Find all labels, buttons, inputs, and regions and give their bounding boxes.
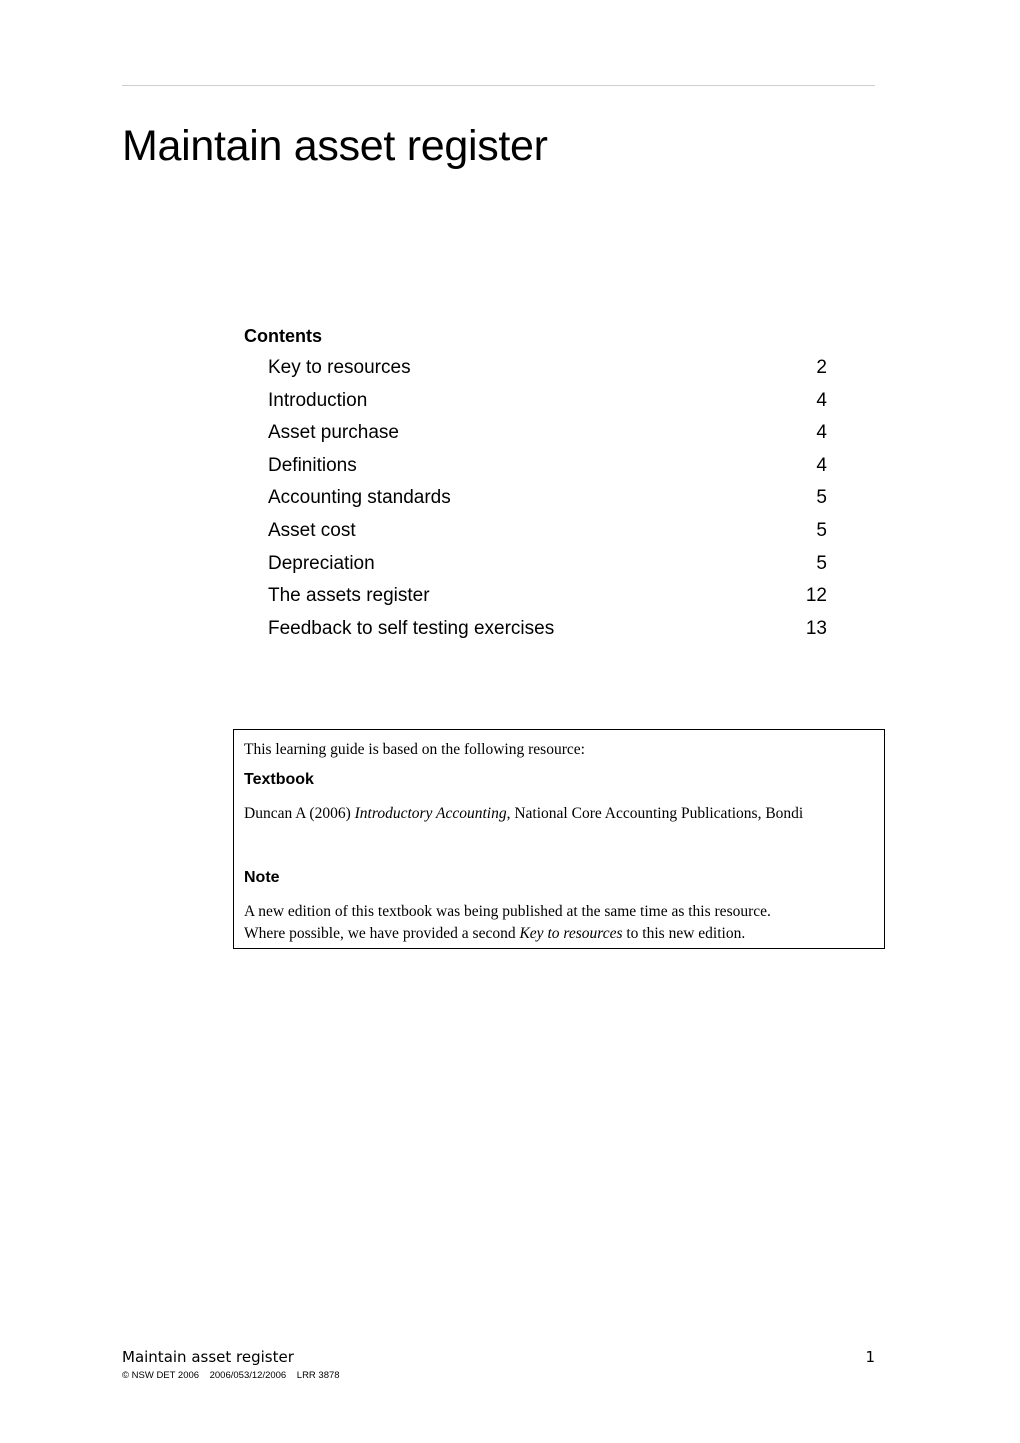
footer-lrr: LRR 3878 (296, 1370, 340, 1381)
toc-item-page: 13 (805, 617, 827, 639)
toc-item-page: 4 (816, 389, 827, 411)
note-heading: Note (244, 869, 280, 886)
toc-item-depreciation[interactable] (244, 553, 829, 586)
note-line-2-end: to this new edition. (622, 925, 746, 942)
note-line-1: A new edition of this textbook was being published at the same time as this resource. (244, 903, 771, 920)
toc-item-page: 5 (816, 552, 827, 574)
toc-item-page: 4 (816, 454, 827, 476)
contents-heading: Contents (244, 326, 322, 346)
toc-item-page: 5 (816, 519, 827, 541)
toc-list (244, 357, 829, 650)
toc-item-page: 12 (805, 585, 827, 607)
toc-item-asset-cost[interactable] (244, 520, 829, 553)
toc-item-page: 5 (816, 487, 827, 509)
footer-page-number: 1 (865, 1348, 875, 1366)
toc-item-label: Asset purchase (268, 422, 399, 444)
footer-copyright: © NSW DET 2006 (122, 1370, 200, 1381)
note-line-2-emphasis: Key to resources (519, 925, 623, 942)
toc-item-asset-purchase[interactable] (244, 422, 829, 455)
toc-item-label: Introduction (268, 389, 368, 411)
toc-item-accounting-standards[interactable] (244, 487, 829, 520)
toc-item-label: Asset cost (268, 519, 356, 541)
note-text (244, 901, 874, 945)
toc-item-label: Feedback to self testing exercises (268, 617, 555, 639)
resource-info-box (233, 729, 885, 949)
textbook-citation (244, 803, 874, 825)
note-line-2-start: Where possible, we have provided a second (244, 925, 520, 942)
toc-item-page: 4 (816, 422, 827, 444)
toc-item-label: Definitions (268, 454, 357, 476)
resource-intro: This learning guide is based on the following resource: (244, 741, 585, 758)
toc-item-page: 2 (816, 357, 827, 378)
footer-title: Maintain asset register (122, 1348, 294, 1366)
citation-author: Duncan A (2006) (244, 805, 355, 822)
table-of-contents (244, 325, 829, 650)
toc-item-label: The assets register (268, 585, 430, 607)
citation-title: Introductory Accounting (354, 805, 507, 822)
toc-item-introduction[interactable] (244, 390, 829, 423)
textbook-heading: Textbook (244, 771, 314, 788)
toc-item-definitions[interactable] (244, 455, 829, 488)
toc-item-label: Depreciation (268, 552, 375, 574)
citation-publisher: , National Core Accounting Publications, Bondi (506, 805, 804, 822)
toc-item-label: Accounting standards (268, 487, 451, 509)
toc-item-feedback[interactable] (244, 618, 829, 651)
header-rule (122, 85, 875, 86)
toc-item-assets-register[interactable] (244, 585, 829, 618)
toc-item-key-to-resources[interactable] (244, 357, 829, 390)
footer-reference: 2006/053/12/2006 (209, 1370, 287, 1381)
page-title: Maintain asset register (122, 122, 548, 170)
toc-item-label: Key to resources (268, 357, 411, 378)
footer-legal (122, 1370, 340, 1382)
